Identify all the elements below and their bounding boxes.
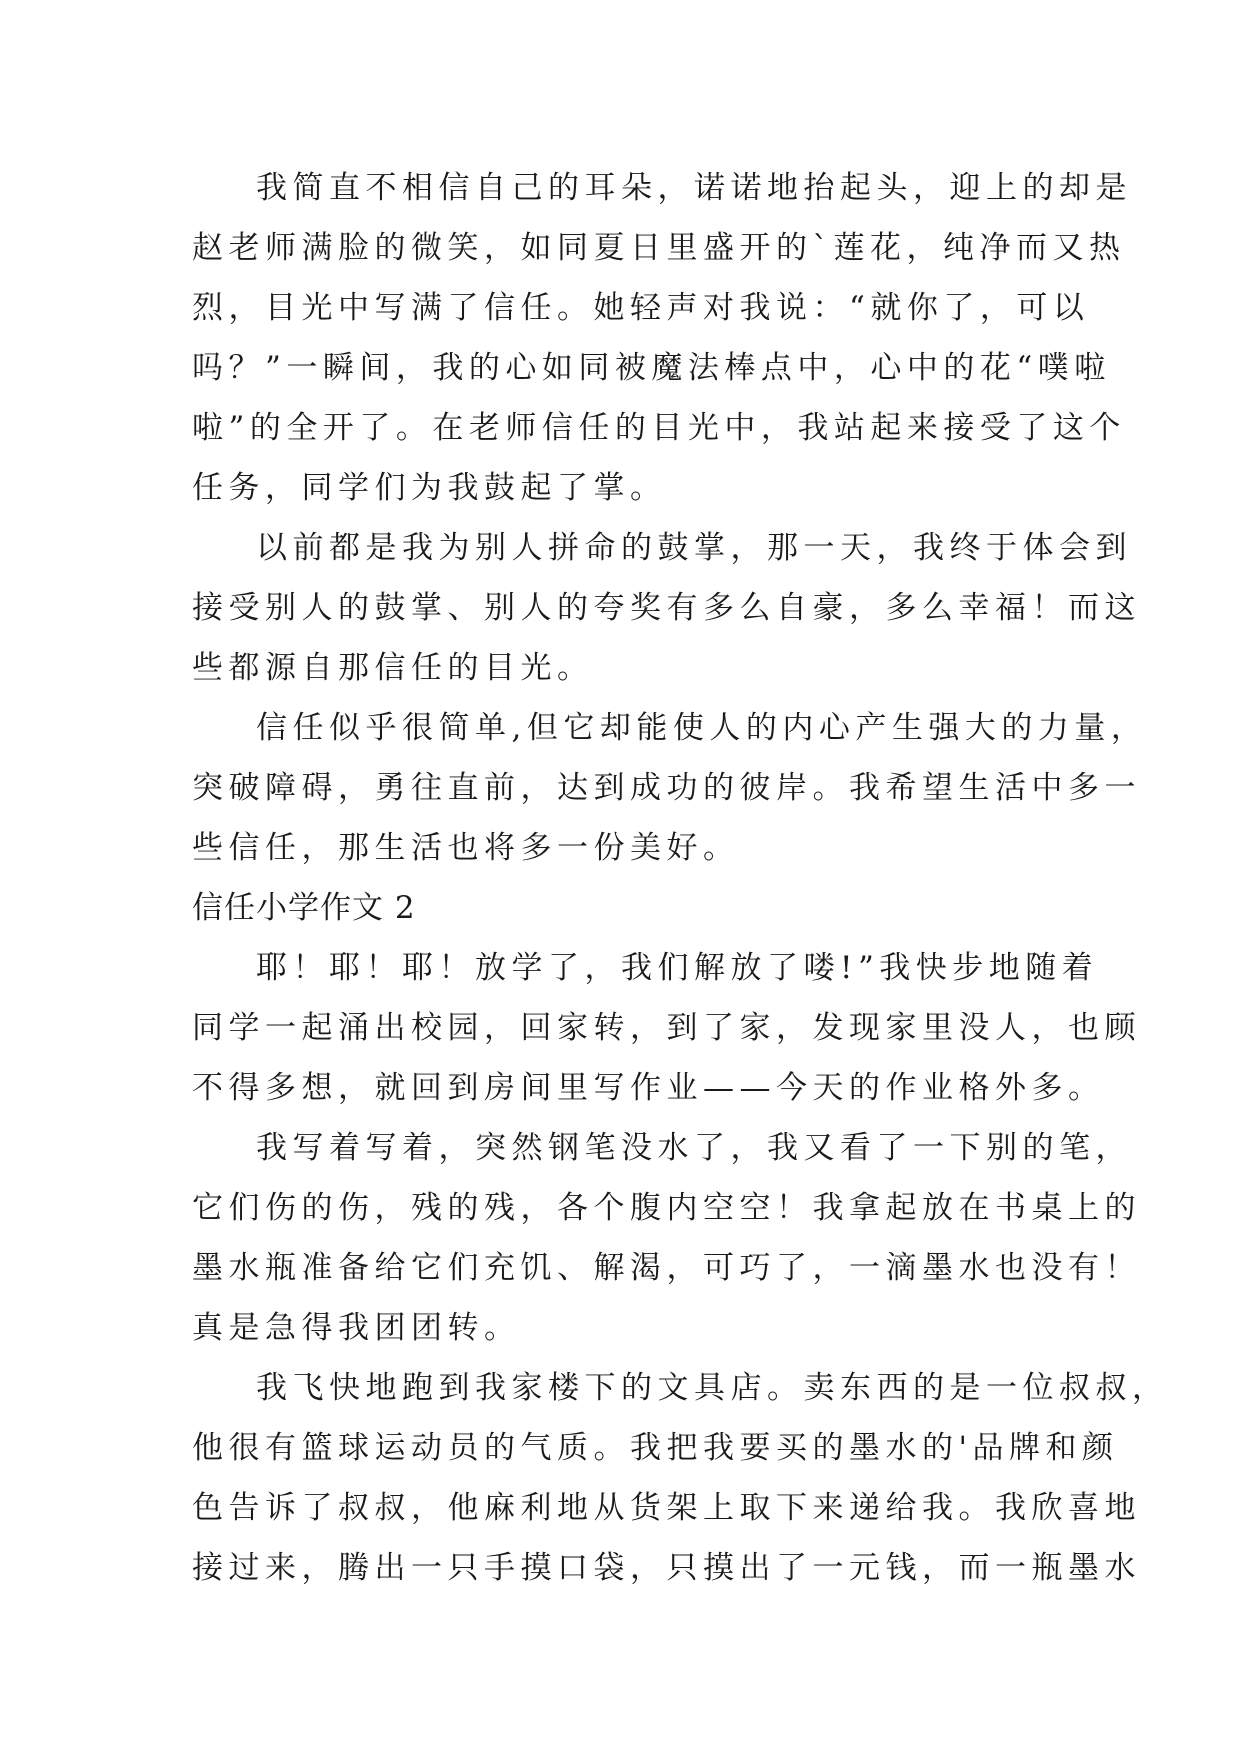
text-line: 墨水瓶准备给它们充饥、解渴，可巧了，一滴墨水也没有！ <box>192 1250 1141 1286</box>
text-line: 烈，目光中写满了信任。她轻声对我说：“就你了，可以 <box>192 290 1090 326</box>
paragraph <box>192 158 1132 518</box>
text-line: 接受别人的鼓掌、别人的夸奖有多么自豪，多么幸福！而这 <box>192 590 1141 626</box>
text-line: 我写着写着，突然钢笔没水了，我又看了一下别的笔， <box>256 1130 1132 1166</box>
section-heading: 信任小学作文 2 <box>192 890 416 926</box>
text-line: 它们伤的伤，残的残，各个腹内空空！我拿起放在书桌上的 <box>192 1190 1141 1226</box>
text-line: 我飞快地跑到我家楼下的文具店。卖东西的是一位叔叔， <box>256 1370 1169 1406</box>
text-line: 突破障碍，勇往直前，达到成功的彼岸。我希望生活中多一 <box>192 770 1141 806</box>
text-line: 些都源自那信任的目光。 <box>192 650 594 686</box>
text-line: 真是急得我团团转。 <box>192 1310 521 1346</box>
text-line: 我简直不相信自己的耳朵，诺诺地抬起头，迎上的却是 <box>256 170 1132 206</box>
text-line: 耶！耶！耶！放学了，我们解放了喽!”我快步地随着 <box>256 950 1099 986</box>
text-line: 啦”的全开了。在老师信任的目光中，我站起来接受了这个 <box>192 410 1126 446</box>
text-line: 吗？”一瞬间，我的心如同被魔法棒点中，心中的花“噗啦 <box>192 350 1111 386</box>
text-line: 不得多想，就回到房间里写作业——今天的作业格外多。 <box>192 1070 1105 1106</box>
text-line: 任务，同学们为我鼓起了掌。 <box>192 470 667 506</box>
text-line: 赵老师满脸的微笑，如同夏日里盛开的`莲花，纯净而又热 <box>192 230 1126 266</box>
text-line: 他很有篮球运动员的气质。我把我要买的墨水的'品牌和颜 <box>192 1430 1119 1466</box>
document-body <box>192 158 1169 1598</box>
paragraph <box>192 938 1141 1118</box>
text-line: 色告诉了叔叔，他麻利地从货架上取下来递给我。我欣喜地 <box>192 1490 1141 1526</box>
text-line: 接过来，腾出一只手摸口袋，只摸出了一元钱，而一瓶墨水 <box>192 1550 1141 1586</box>
paragraph <box>192 1358 1169 1598</box>
text-line: 以前都是我为别人拼命的鼓掌，那一天，我终于体会到 <box>256 530 1132 566</box>
paragraph <box>192 1118 1141 1358</box>
text-line: 信任似乎很简单,但它却能使人的内心产生强大的力量， <box>256 710 1148 746</box>
text-line: 些信任，那生活也将多一份美好。 <box>192 830 740 866</box>
text-line: 同学一起涌出校园，回家转，到了家，发现家里没人，也顾 <box>192 1010 1141 1046</box>
paragraph <box>192 698 1148 878</box>
paragraph <box>192 518 1141 698</box>
